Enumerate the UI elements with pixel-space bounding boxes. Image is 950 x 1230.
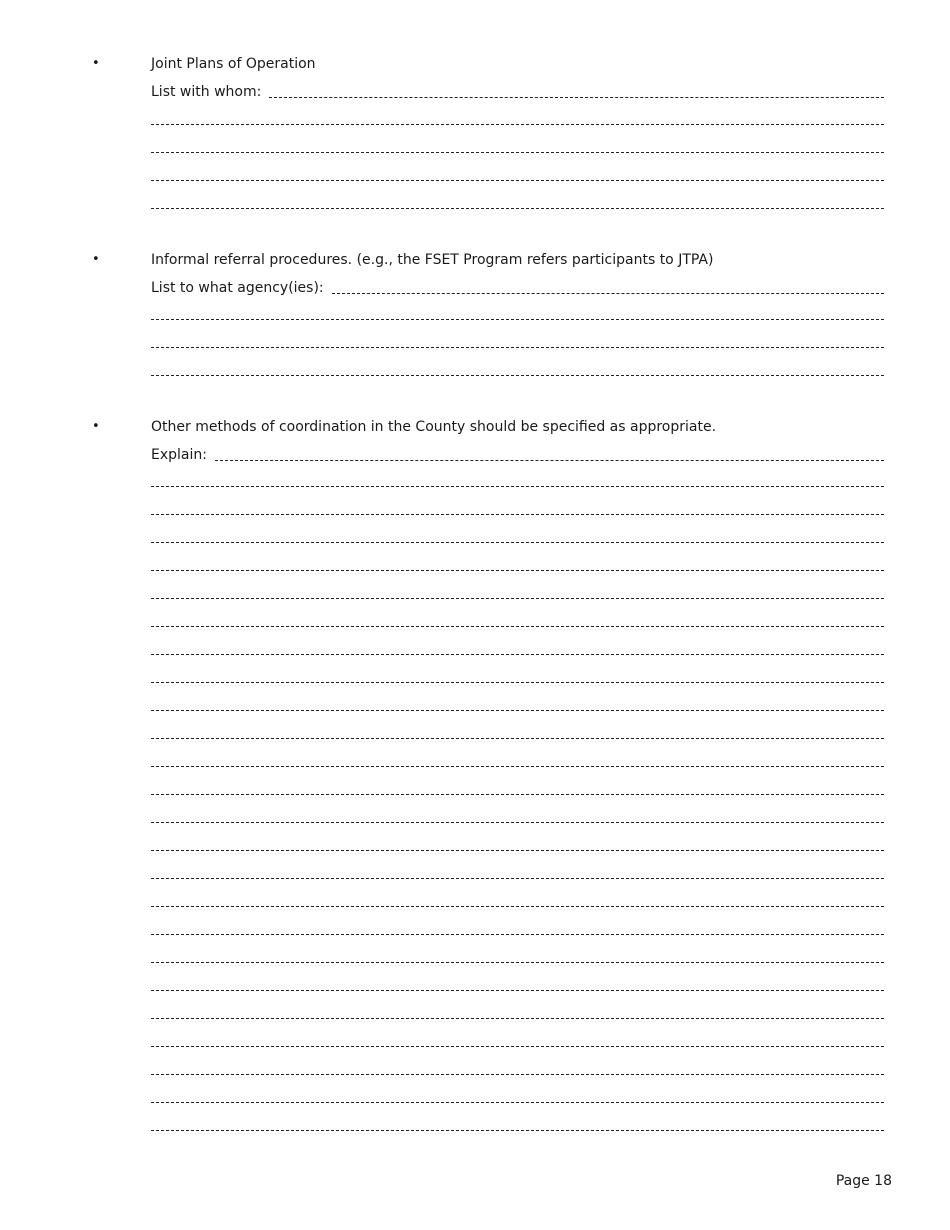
section-heading: Joint Plans of Operation [151,56,316,72]
answer-line[interactable] [151,570,884,571]
answer-line[interactable] [151,1102,884,1103]
answer-line[interactable] [151,682,884,683]
answer-line[interactable] [151,152,884,153]
answer-line[interactable] [151,738,884,739]
answer-line[interactable] [151,1018,884,1019]
list-with-whom-field[interactable] [151,81,884,101]
answer-line[interactable] [151,766,884,767]
bullet: • [92,252,100,267]
answer-line[interactable] [151,375,884,376]
answer-line[interactable] [151,208,884,209]
answer-line[interactable] [151,990,884,991]
answer-line[interactable] [151,124,884,125]
page-number: Page 18 [835,1173,892,1189]
explain-field[interactable] [151,444,884,464]
answer-line[interactable] [151,654,884,655]
field-label: Explain: [151,447,207,463]
section-heading: Informal referral procedures. (e.g., the FSET Program refers participants to JTPA) [151,252,714,268]
answer-line[interactable] [215,460,884,461]
answer-line[interactable] [151,850,884,851]
answer-line[interactable] [151,1046,884,1047]
answer-line[interactable] [151,878,884,879]
answer-line[interactable] [151,710,884,711]
bullet: • [92,56,100,71]
answer-line[interactable] [151,962,884,963]
answer-line[interactable] [151,486,884,487]
answer-line[interactable] [332,293,884,294]
field-label: List to what agency(ies): [151,280,324,296]
answer-line[interactable] [151,514,884,515]
answer-line[interactable] [151,319,884,320]
answer-line[interactable] [151,542,884,543]
answer-line[interactable] [151,906,884,907]
answer-line[interactable] [151,598,884,599]
answer-line[interactable] [151,626,884,627]
answer-line[interactable] [151,794,884,795]
list-agencies-field[interactable] [151,277,884,297]
answer-line[interactable] [151,1074,884,1075]
answer-line[interactable] [269,97,884,98]
section-heading: Other methods of coordination in the County should be specified as appropriate. [151,419,717,435]
field-label: List with whom: [151,84,262,100]
bullet: • [92,419,100,434]
answer-line[interactable] [151,180,884,181]
answer-line[interactable] [151,934,884,935]
answer-line[interactable] [151,347,884,348]
answer-line[interactable] [151,822,884,823]
answer-line[interactable] [151,1130,884,1131]
